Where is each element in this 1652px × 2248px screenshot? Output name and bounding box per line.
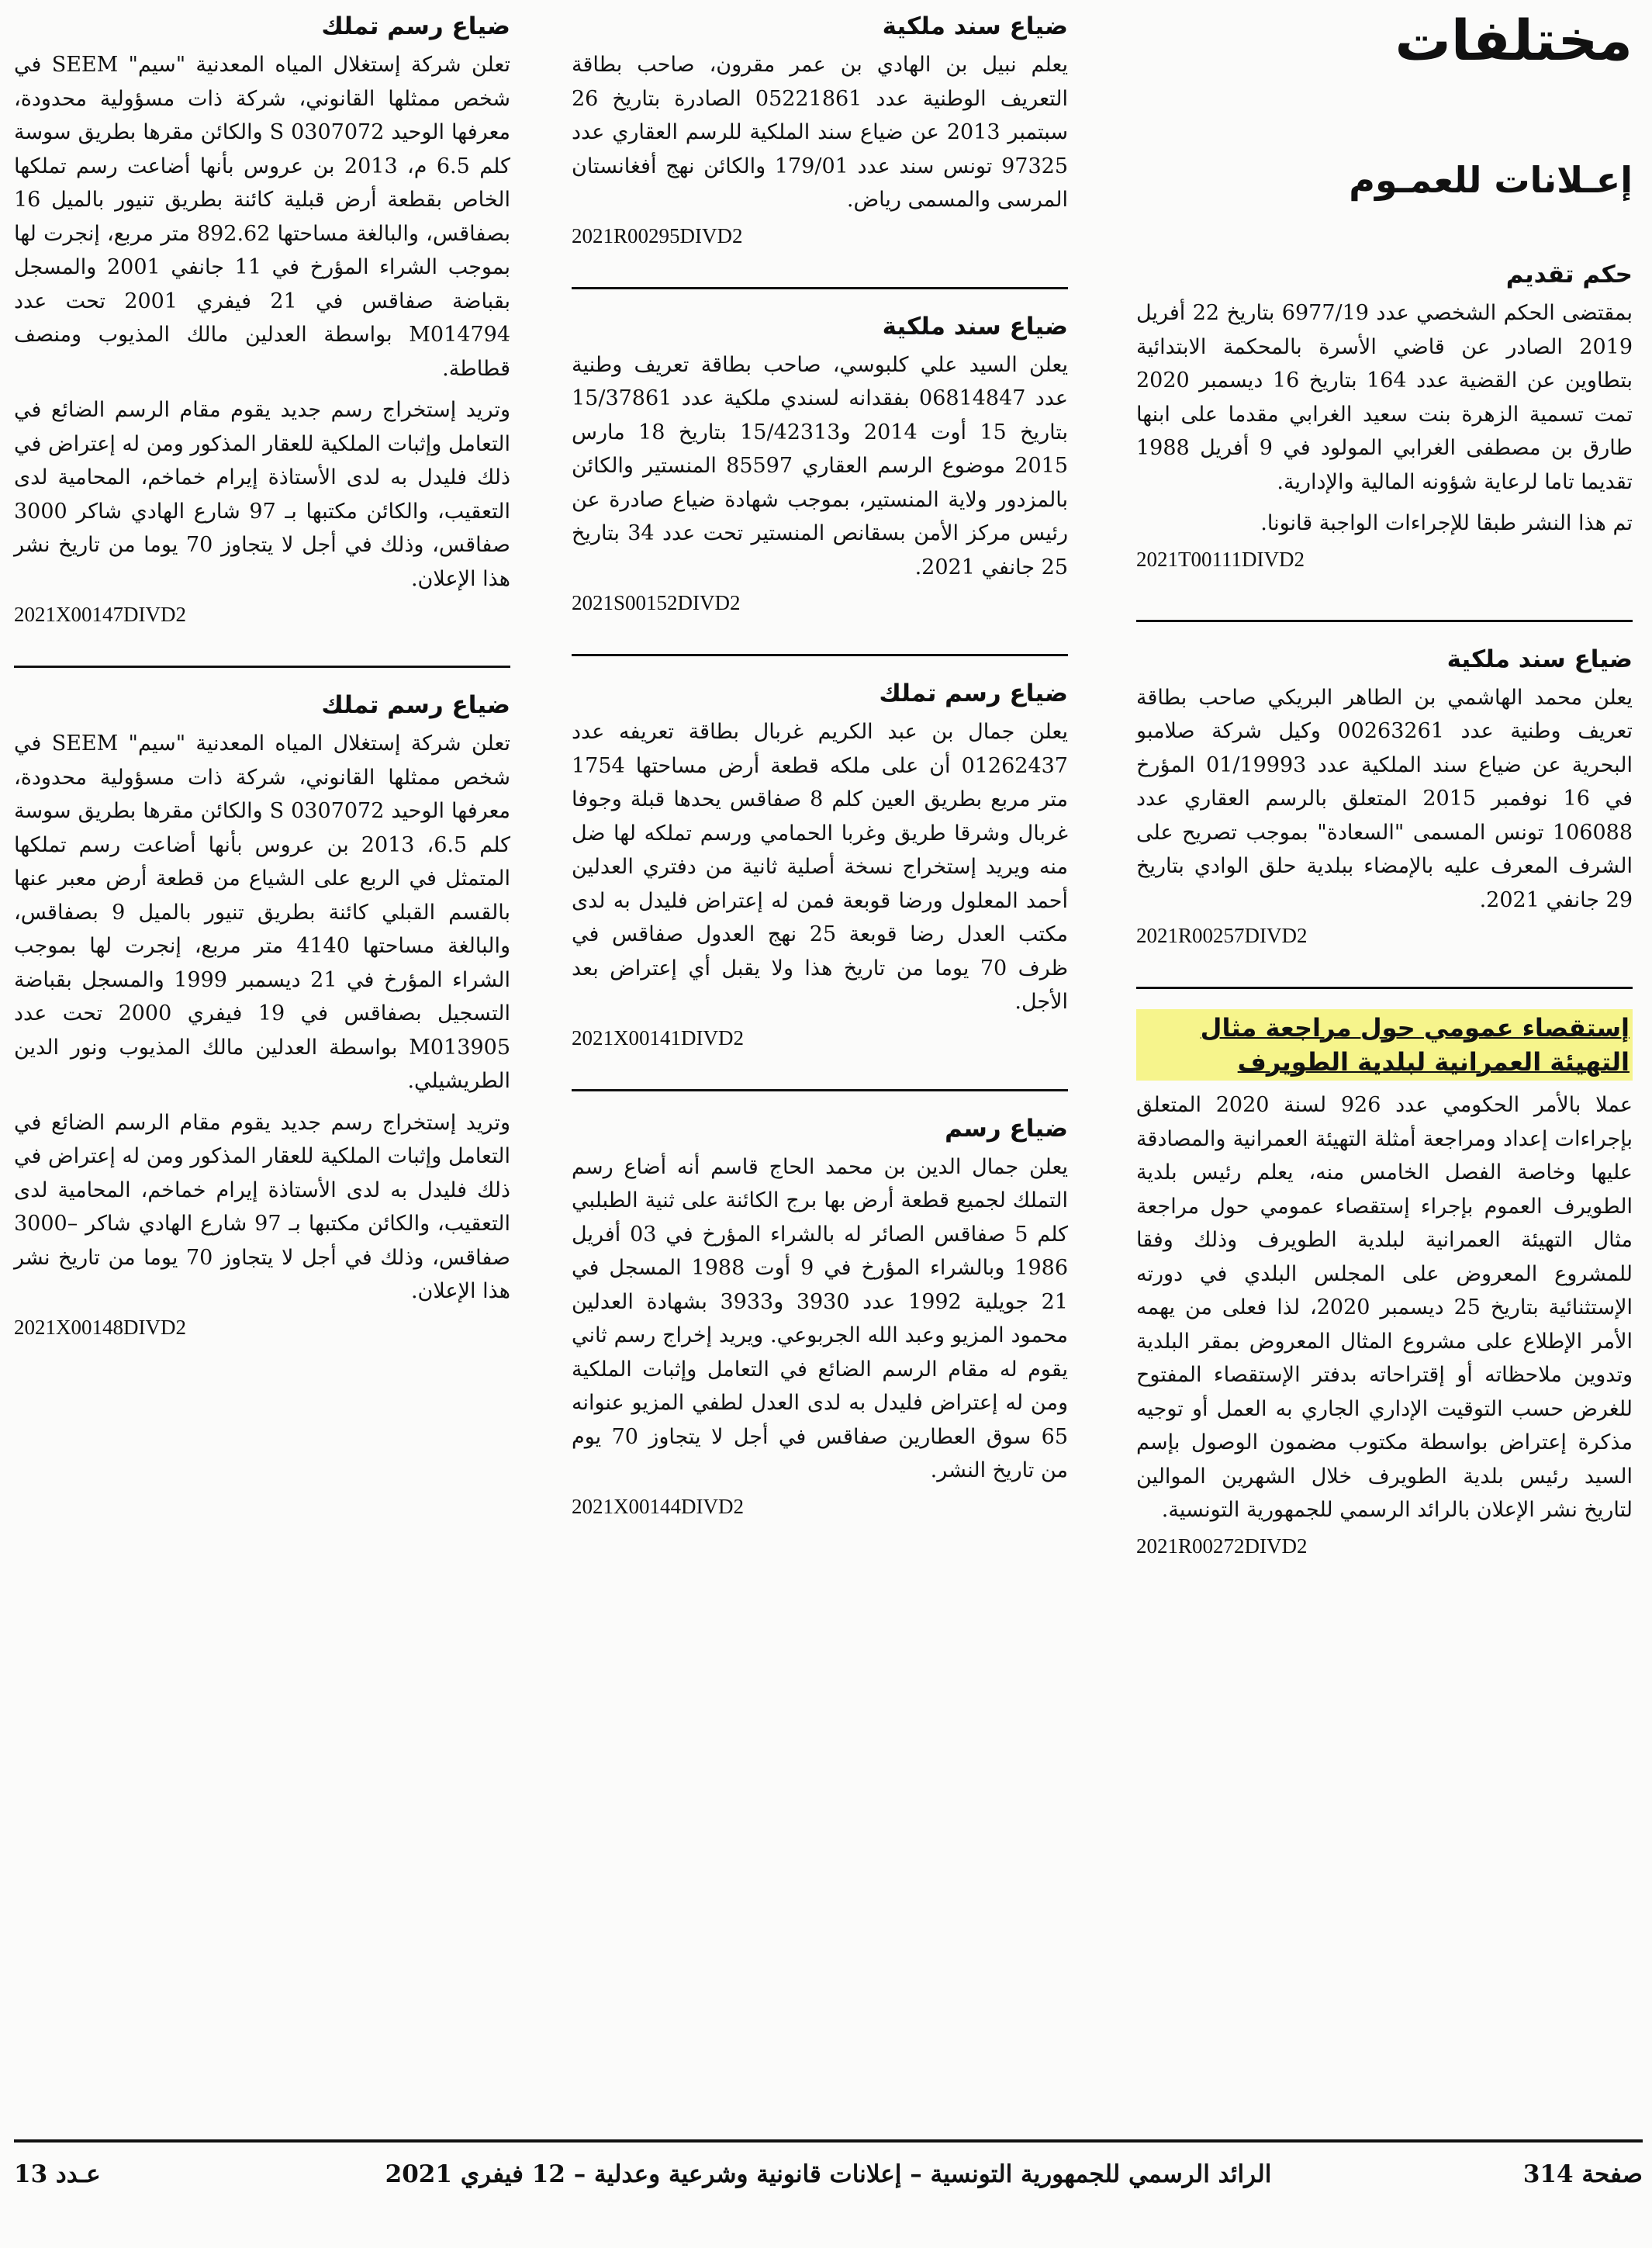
notice-body: وتريد إستخراج رسم جديد يقوم مقام الرسم الضائع في التعامل وإثبات الملكية للعقار المذكور ومن له إعتراض في ذلك فليدل به لدى الأستاذة إيرام خماخم، المحامية لدى التعقيب، والكائن مكتبها بـ 97 شارع الهادي شاكر 3000 صفاقس، وذلك في أجل لا يتجاوز 70 يوما من تاريخ نشر هذا الإعلان. xyxy=(14,398,510,591)
notice-title: ضياع سند ملكية xyxy=(882,12,1068,40)
notice-reference: 2021R00257DIVD2 xyxy=(1136,924,1308,947)
notice-lost-ownership-deed xyxy=(14,9,510,630)
notice-reference: 2021R00272DIVD2 xyxy=(1136,1534,1308,1558)
notice-body: تعلن شركة إستغلال المياه المعدنية "سيم" SEEM في شخص ممثلها القانوني، شركة ذات مسؤولية محدودة، معرفها الوحيد 0307072 S والكائن مقرها بطريق سوسة كلم 6.5، 2013 بن عروس بأنها أضاعت رسم تملكها المتمثل في الربع على الشياع من قطعة أرض معبر عنها بالقسم القبلي كائنة بطريق تنيور بالميل 9 بصفاقس، والبالغة مساحتها 4140 متر مربع، إنجرت لها بموجب الشراء المؤرخ في 21 ديسمبر 1999 والمسجل بقباضة التسجيل بصفاقس في 19 فيفري 2000 تحت عدد M013905 بواسطة العدلين مالك المذيوب ونور الدين الطريشيلي. xyxy=(14,731,511,1093)
notice-body: يعلن جمال الدين بن محمد الحاج قاسم أنه أضاع رسم التملك لجميع قطعة أرض بها برج الكائنة على ثنية الطبلبي كلم 5 صفاقس الصائر له بالشراء المؤرخ في 03 أفريل 1986 وبالشراء المؤرخ في 9 أوت 1988 المسجل في 21 جويلية 1992 عدد 3930 و3933 بشهادة العدلين محمود المزيو وعبد الله الجربوعي. ويريد إخراج رسم ثاني يقوم له مقام الرسم الضائع في التعامل وإثبات الملكية ومن له إعتراض فليدل به لدى العدل لطفي المزيو عنوانه 65 سوق العطارين صفاقس في أجل لا يتجاوز 70 يوم من تاريخ النشر. xyxy=(572,1154,1068,1482)
notice-reference: 2021R00295DIVD2 xyxy=(572,223,743,247)
notice-lost-title-deed xyxy=(572,9,1068,251)
notice-title: ضياع رسم تملك xyxy=(879,680,1068,707)
notice-body: وتريد إستخراج رسم جديد يقوم مقام الرسم الضائع في التعامل وإثبات الملكية للعقار المذكور ومن له إعتراض في ذلك فليدل به لدى الأستاذة إيرام خماخم، المحامية لدى التعقيب، والكائن مكتبها بـ 97 شارع الهادي شاكر –3000 صفاقس، وذلك في أجل لا يتجاوز 70 يوما من تاريخ نشر هذا الإعلان. xyxy=(14,1110,510,1303)
notice-lost-title-deed xyxy=(572,310,1068,619)
separator xyxy=(14,666,510,668)
separator xyxy=(1136,620,1633,622)
notice-body: تم هذا النشر طبقا للإجراءات الواجبة قانونا. xyxy=(1260,511,1633,535)
column-left xyxy=(14,9,510,1343)
column-middle xyxy=(572,9,1068,1522)
column-right xyxy=(1136,9,1633,1561)
notice-body: تعلن شركة إستغلال المياه المعدنية "سيم" SEEM في شخص ممثلها القانوني، شركة ذات مسؤولية محدودة، معرفها الوحيد 0307072 S والكائن مقرها بطريق سوسة كلم 6.5 م، 2013 بن عروس بأنها أضاعت رسم تملكها الخاص بقطعة أرض قبلية كائنة بطريق تنيور بالميل 16 بصفاقس، والبالغة مساحتها 892.62 متر مربع، إنجرت لها بموجب الشراء المؤرخ في 11 جانفي 2001 والمسجل بقباضة صفاقس في 21 فيفري 2001 تحت عدد M014794 بواسطة العدلين مالك المذيوب ومنصف قطاطة. xyxy=(14,53,510,381)
separator xyxy=(572,654,1068,656)
footer-issue-number: عـدد 13 xyxy=(14,2160,101,2188)
footer-rule xyxy=(14,2139,1643,2143)
notice-lost-ownership-deed xyxy=(14,688,510,1343)
notice-lost-title-deed xyxy=(1136,642,1633,952)
notice-body: يعلن جمال بن عبد الكريم غربال بطاقة تعريفه عدد 01262437 أن على ملكه قطعة أرض مساحتها 1754 متر مربع بطريق العين كلم 8 صفاقس يحدها قبلة وجوفا غربال وشرقا طريق وغربا الحمامي ورسم تملكه لها ضل منه ويريد إستخراج نسخة أصلية ثانية من دفتري العدلين أحمد المعلول ورضا قوبعة فمن له إعتراض فليدل به لدى مكتب العدل رضا قوبعة 25 نهج العدول صفاقس في ظرف 70 يوما من تاريخ هذا ولا يقبل أي إعتراض بعد الأجل. xyxy=(572,720,1068,1014)
separator xyxy=(572,1089,1068,1091)
notice-lost-deed xyxy=(572,1112,1068,1522)
notice-reference: 2021X00141DIVD2 xyxy=(572,1025,744,1050)
notice-body: يعلن السيد علي كلبوسي، صاحب بطاقة تعريف وطنية عدد 06814847 بفقدانه لسندي ملكية عدد 15/37861 بتاريخ 15 أوت 2014 و15/42313 بتاريخ 18 مارس 2015 موضوع الرسم العقاري 85597 المنستير والكائن بالمزدور ولاية المنستير، بموجب شهادة ضياع صادرة عن رئيس مركز الأمن بسقانص المنستير تحت عدد 34 بتاريخ 25 جانفي 2021. xyxy=(572,352,1069,579)
subsection-title: إعـلانات للعمـوم xyxy=(1349,159,1633,201)
notice-title: ضياع سند ملكية xyxy=(882,312,1068,341)
notice-body: يعلن محمد الهاشمي بن الطاهر البريكي صاحب بطاقة تعريف وطنية عدد 00263261 وكيل شركة صلامبو البحرية عن ضياع سند الملكية عدد 01/19993 المؤرخ في 16 نوفمبر 2015 المتعلق بالرسم العقاري عدد 106088 تونس المسمى "السعادة" بموجب تصريح على الشرف المعرف عليه بالإمضاء ببلدية حلق الوادي بتاريخ 29 جانفي 2021. xyxy=(1136,685,1633,912)
notice-title: ضياع رسم xyxy=(945,1114,1068,1143)
notice-reference: 2021X00148DIVD2 xyxy=(14,1315,186,1339)
highlighted-notice-title: إستقصاء عمومي حول مراجعة مثال التهيئة العمرانية لبلدية الطويرف xyxy=(1136,1009,1633,1081)
notice-body: يعلم نبيل بن الهادي بن عمر مقرون، صاحب بطاقة التعريف الوطنية عدد 05221861 الصادرة بتاريخ 26 سبتمبر 2013 عن ضياع سند الملكية للرسم العقاري عدد 97325 تونس سند عدد 179/01 والكائن نهج أفغانستان المرسى والمسمى رياض. xyxy=(572,53,1069,212)
notice-title: حكم تقديم xyxy=(1505,261,1633,289)
notice-title: ضياع رسم تملك xyxy=(321,12,510,40)
notice-reference: 2021X00147DIVD2 xyxy=(14,603,186,626)
separator xyxy=(572,287,1068,289)
notice-reference: 2021T00111DIVD2 xyxy=(1136,547,1305,571)
notice-public-inquiry xyxy=(1136,1009,1633,1561)
notice-body: بمقتضى الحكم الشخصي عدد 6977/19 بتاريخ 22 أفريل 2019 الصادر عن قاضي الأسرة بالمحكمة الابتدائية بتطاوين عن القضية عدد 164 بتاريخ 16 ديسمبر 2020 تمت تسمية الزهرة بنت سعيد الغرابي مقدما على ابنها طارق بن مصطفى الغرابي المولود في 9 أفريل 1988 تقديما تاما لرعاية شؤونه المالية والإدارية. xyxy=(1136,301,1633,494)
page-footer xyxy=(14,2151,1643,2198)
notice-lost-ownership-deed xyxy=(572,676,1068,1053)
notice-title: ضياع رسم تملك xyxy=(321,691,510,719)
notice-reference: 2021X00144DIVD2 xyxy=(572,1494,744,1518)
section-title: مختلفات xyxy=(1395,8,1633,73)
notice-title: ضياع سند ملكية xyxy=(1446,645,1633,673)
footer-page-number: صفحة 314 xyxy=(1522,2160,1643,2188)
notice-reference: 2021S00152DIVD2 xyxy=(572,591,741,614)
separator xyxy=(1136,987,1633,989)
notice-body: عملا بالأمر الحكومي عدد 926 لسنة 2020 المتعلق بإجراءات إعداد ومراجعة أمثلة التهيئة العمرانية والمصادقة عليها وخاصة الفصل الخامس منه، يعلم رئيس بلدية الطويرف العموم بإجراء إستقصاء عمومي حول مراجعة مثال التهيئة العمرانية لبلدية الطويرف وذلك وفقا للمشروع المعروض على المجلس البلدي في دورته الإستثنائية بتاريخ 25 ديسمبر 2020، لذا فعلى من يهمه الأمر الإطلاع على مشروع المثال المعروض بمقر البلدية وتدوين ملاحظاته أو إقتراحاته بدفتر الإستقصاء المفتوح للغرض حسب التوقيت الإداري الجاري به العمل أو توجيه مذكرة إعتراض بواسطة مكتوب مضمون الوصول بإسم السيد رئيس بلدية الطويرف خلال الشهرين الموالين لتاريخ نشر الإعلان بالرائد الرسمي للجمهورية التونسية. xyxy=(1136,1093,1633,1522)
footer-publication-line: الرائد الرسمي للجمهورية التونسية – إعلانات قانونية وشرعية وعدلية – 12 فيفري 2021 xyxy=(385,2160,1272,2188)
notice-court-ruling xyxy=(1136,258,1633,575)
